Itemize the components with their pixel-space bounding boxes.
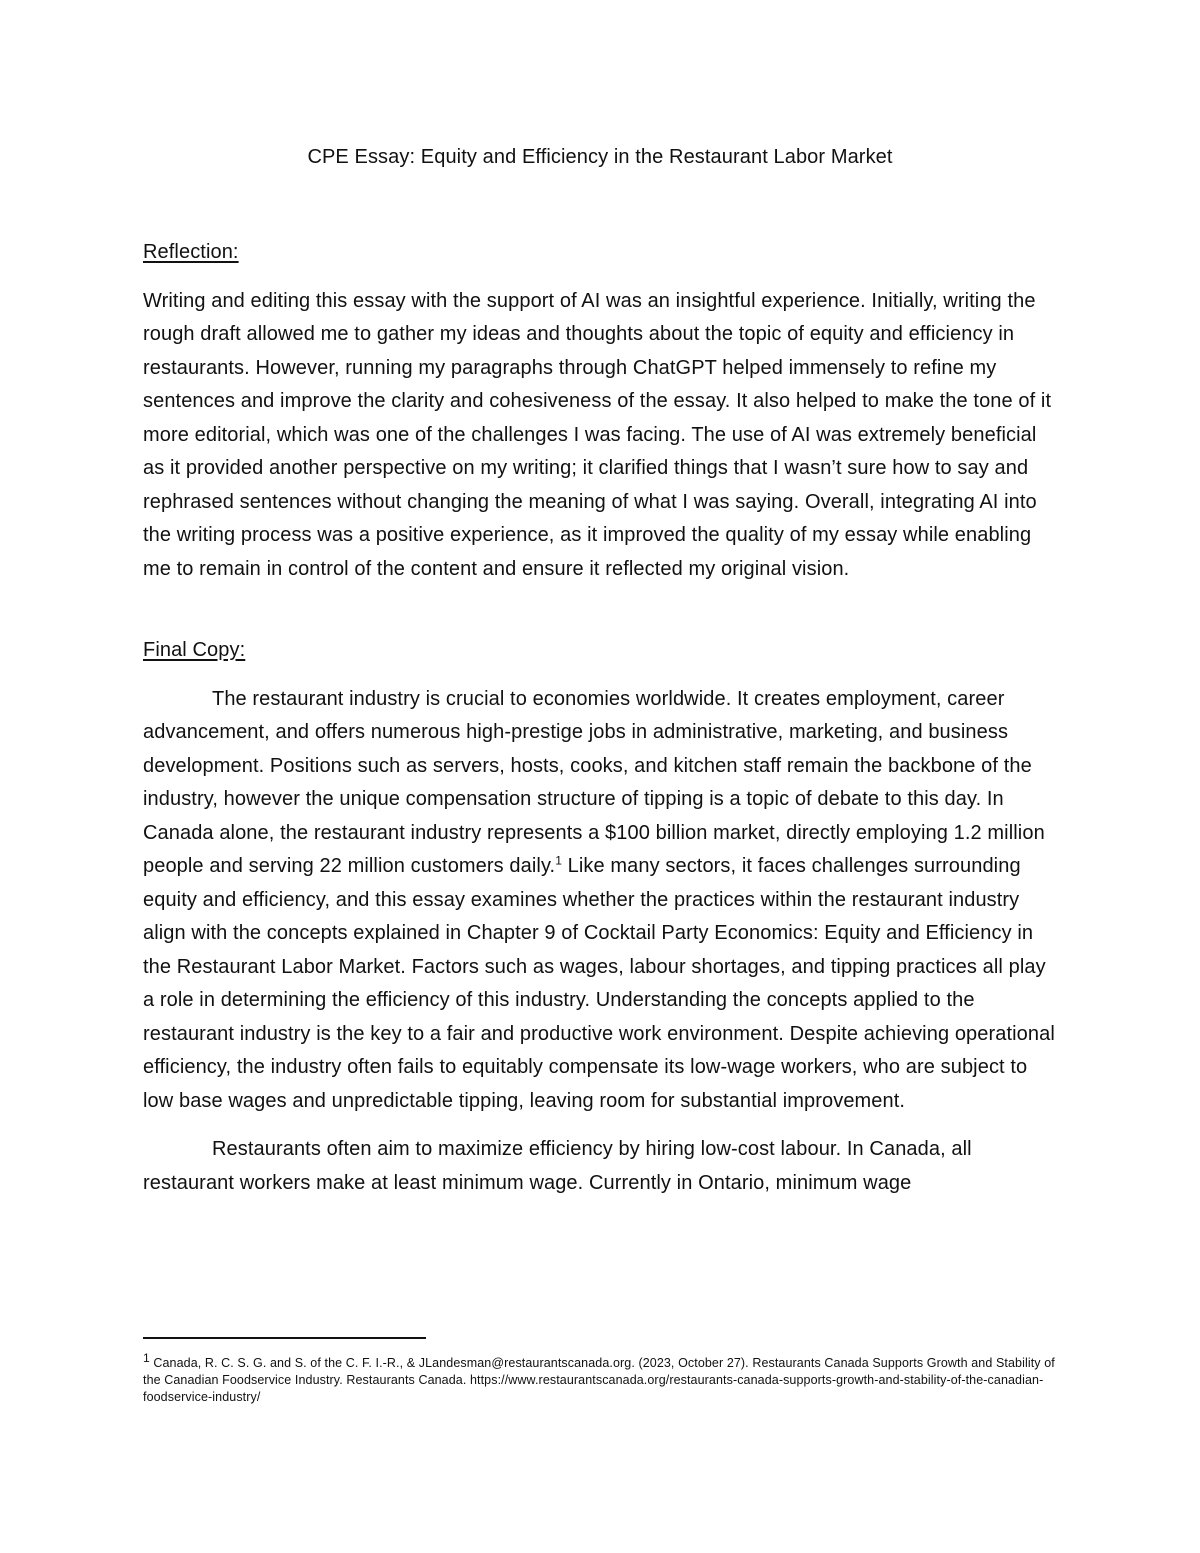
footnote-marker: 1 [143,1350,150,1365]
final-copy-section [143,634,1058,1200]
body-paragraph-1 [143,683,1058,1119]
reflection-section [143,236,1058,586]
body-paragraph-2: Restaurants often aim to maximize efficiency by hiring low-cost labour. In Canada, all restaurant workers make at least minimum wage. Currently in Ontario, minimum wage [143,1138,972,1194]
body-paragraph-1-part-2: Like many sectors, it faces challenges surrounding equity and efficiency, and this essay examines whether the practices within the restaurant industry align with the concepts explained in Chapter 9 of Cocktail Party Economics: Equity and Efficiency in the Restaurant Labor Market. Factors such as wages, labour shortages, and tipping practices all play a role in determining the efficiency of this industry. Understanding the concepts applied to the restaurant industry is the key to a fair and productive work environment. Despite achieving operational efficiency, the industry often fails to equitably compensate its low-wage workers, who are subject to low base wages and unpredictable tipping, leaving room for substantial improvement. [143,855,1055,1112]
footnote-reference: 1 [555,853,562,868]
essay-title: CPE Essay: Equity and Efficiency in the Restaurant Labor Market [307,146,893,168]
reflection-heading: Reflection: [143,241,239,263]
footnote-separator [143,1337,426,1339]
final-copy-heading: Final Copy: [143,639,246,661]
footnote [143,1350,1058,1406]
reflection-paragraph: Writing and editing this essay with the support of AI was an insightful experience. Initially, writing the rough draft allowed me to gather my ideas and thoughts about the topic of equity and efficiency in restaurants. However, running my paragraphs through ChatGPT helped immensely to refine my sentences and improve the clarity and cohesiveness of the essay. It also helped to make the tone of it more editorial, which was one of the challenges I was facing. The use of AI was extremely beneficial as it provided another perspective on my writing; it clarified things that I wasn’t sure how to say and rephrased sentences without changing the meaning of what I was saying. Overall, integrating AI into the writing process was a positive experience, as it improved the quality of my essay while enabling me to remain in control of the content and ensure it reflected my original vision. [143,289,1052,580]
body-paragraph-1-part-1: The restaurant industry is crucial to economies worldwide. It creates employment, career advancement, and offers numerous high-prestige jobs in administrative, marketing, and business development. Positions such as servers, hosts, cooks, and kitchen staff remain the backbone of the industry, however the unique compensation structure of tipping is a topic of debate to this day. In Canada alone, the restaurant industry represents a $100 billion market, directly employing 1.2 million people and serving 22 million customers daily. [143,687,1045,877]
footnote-text: Canada, R. C. S. G. and S. of the C. F. I.-R., & JLandesman@restaurantscanada.org. (2023, October 27). Restaurants Canada Supports Growth and Stability of the Canadian Foodservice Industry. Restaurants Canada. https://www.restaurantscanada.org/restaurants-canada-supports-growth-and-stability-of-the-canadian-foodservice-industry/ [143,1356,1055,1404]
